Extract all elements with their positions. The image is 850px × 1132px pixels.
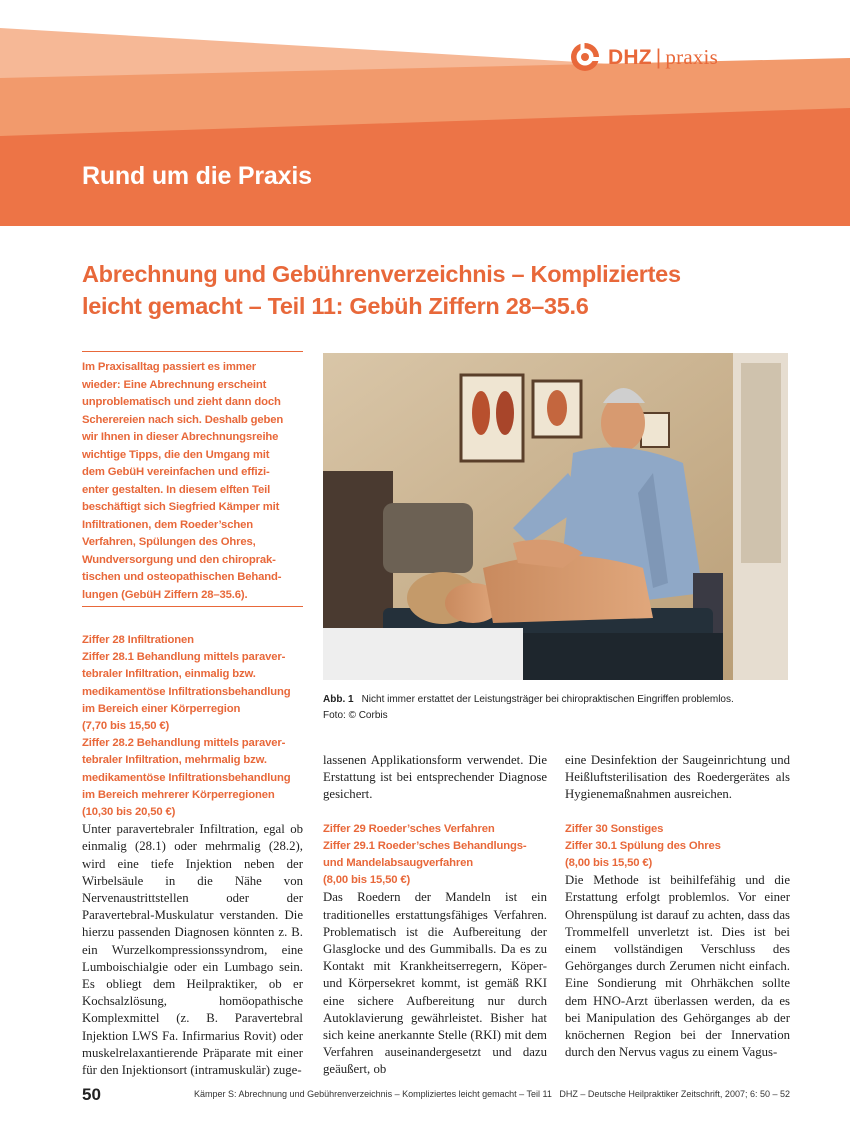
subheading: Ziffer 30 Sonstiges — [565, 822, 664, 835]
footer-article-citation: Kämper S: Abrechnung und Gebührenverzeichnis – Kompliziertes leicht gemacht – Teil 11 — [194, 1089, 552, 1099]
page-number: 50 — [82, 1085, 101, 1104]
figure-credit: Foto: © Corbis — [323, 710, 388, 721]
section-title: Rund um die Praxis — [82, 162, 312, 190]
subheading: Ziffer 28 Infiltrationen — [82, 634, 194, 646]
brand-name: DHZ — [608, 45, 652, 69]
header-banner — [0, 0, 850, 226]
lead-line: wichtige Tipps, die den Umgang mit — [82, 448, 270, 461]
photo-illustration — [323, 353, 788, 680]
subheading: Ziffer 30.1 Spülung des Ohres — [565, 839, 721, 852]
figure-label: Abb. 1 — [323, 694, 354, 705]
subheading: (8,00 bis 15,50 €) — [565, 857, 653, 870]
lead-rule-top — [82, 351, 303, 352]
article-title — [82, 258, 782, 322]
lead-line: wieder: Eine Abrechnung erscheint — [82, 378, 267, 391]
subheading: medikamentöse Infiltrationsbehandlung — [82, 771, 291, 784]
subheading: Ziffer 29 Roeder’sches Verfahren — [323, 822, 495, 835]
subheading: Ziffer 29.1 Roeder’sches Behandlungs- — [323, 839, 527, 852]
subheading: (8,00 bis 15,50 €) — [323, 874, 411, 887]
lead-line: Scherereien nach sich. Deshalb geben — [82, 413, 284, 426]
lead-line: beschäftigt sich Siegfried Kämper mit — [82, 501, 280, 513]
body-paragraph: lassenen Applikationsform verwendet. Die Erstattung ist bei entsprechender Diagnose gesichert. — [323, 753, 547, 802]
subheading: tebraler Infiltration, einmalig bzw. — [82, 668, 256, 681]
subheading: und Mandelabsaugverfahren — [323, 857, 474, 870]
lead-paragraph — [82, 359, 304, 604]
lead-line: wir Ihnen in dieser Abrechnungsreihe — [82, 431, 279, 443]
figure-caption-text: Nicht immer erstattet der Leistungsträger bei chiropraktischen Eingriffen problemlos. — [361, 694, 734, 705]
brand-separator: | — [655, 45, 662, 69]
lead-line: lungen (GebüH Ziffern 28–35.6). — [82, 588, 248, 601]
subheading: (10,30 bis 20,50 €) — [82, 806, 176, 819]
subheading: im Bereich einer Körperregion — [82, 702, 241, 715]
subheading: im Bereich mehrerer Körperregionen — [82, 788, 275, 801]
subheading: medikamentöse Infiltrationsbehandlung — [82, 685, 291, 698]
column-3 — [565, 752, 790, 1061]
footer-citation — [186, 1089, 790, 1099]
lead-line: Infiltrationen, dem Roeder’schen — [82, 518, 253, 531]
banner-graphic — [0, 0, 850, 226]
lead-rule-bottom — [82, 606, 303, 607]
lead-line: Im Praxisalltag passiert es immer — [82, 361, 257, 373]
column-2 — [323, 752, 547, 1079]
paragraph-gap — [565, 804, 790, 821]
body-paragraph: Das Roedern der Mandeln ist ein traditionelles erstattungsfähiges Verfahren. Problematisch ist die Aufbereitung der Glasglocke und des Gummiballs. Da es zu Kontakt mit Krankheitserregern, Köper- und Körpersekret kommt, ist gemäß RKI eine sichere Aufbereitung nur durch Autoklavierung gewährleistet. Bisher hat sich keine anerkannte Stelle (RKI) mit dem Verfahren auseinandergesetzt und dazu geäußert, ob — [323, 890, 547, 1077]
article-title-line-1: Abrechnung und Gebührenverzeichnis – Kompliziertes — [82, 261, 681, 287]
lead-line: dem GebüH vereinfachen und effizi- — [82, 466, 270, 478]
brand-wordmark — [608, 45, 718, 70]
brand-logo — [568, 40, 718, 74]
lead-line: unproblematisch und zieht dann doch — [82, 396, 281, 408]
subheading: tebraler Infiltration, mehrmalig bzw. — [82, 754, 267, 767]
subheading: Ziffer 28.2 Behandlung mittels paraver- — [82, 737, 286, 750]
chiropractic-photo — [323, 353, 788, 680]
brand-sub: praxis — [665, 44, 718, 69]
lead-line: tischen und osteopathischen Behand- — [82, 571, 282, 583]
lead-line: enter gestalten. In diesem elften Teil — [82, 483, 271, 496]
paragraph-gap — [323, 804, 547, 821]
subheading: Ziffer 28.1 Behandlung mittels paraver- — [82, 651, 286, 664]
body-paragraph: Unter paravertebraler Infiltration, egal ob einmalig (28.1) oder mehrmalig (28.2), wird eine tiefe Injektion neben der Wirbelsäule in die Nähe von Nervenaustrittstellen oder der Paravertebral-Muskulatur verstanden. Die hierzu passenden Diagnosen könnten z. B. ein Wurzelkompressionssyndrom, eine Lumboischialgie oder ein Lumbago sein. Es obliegt dem Heilpraktiker, ob er Kochsalzlösung, homöopathische Komplexmittel (z. B. Paravertebral Injektion LWS Fa. Infirmarius Rovit) oder muskelrelaxantierende Präparate mit einer für den Injektionsort (intramuskulär) zuge- — [82, 822, 303, 1078]
body-paragraph: eine Desinfektion der Saugeinrichtung und Heißluftsterilisation des Roedergerätes als Hygienemaßnahmen ausreichen. — [565, 753, 790, 802]
lead-line: Wundversorgung und den chiroprak- — [82, 553, 276, 566]
dhz-logo-icon — [568, 40, 602, 74]
lead-line: Verfahren, Spülungen des Ohres, — [82, 536, 256, 548]
article-title-line-2: leicht gemacht – Teil 11: Gebüh Ziffern 28–35.6 — [82, 293, 589, 319]
footer-journal: DHZ – Deutsche Heilpraktiker Zeitschrift, 2007; 6: 50 – 52 — [559, 1089, 790, 1099]
subheading: (7,70 bis 15,50 €) — [82, 720, 170, 733]
column-1 — [82, 632, 303, 1079]
body-paragraph: Die Methode ist beihilfefähig und die Erstattung erfolgt problemlos. Vor einer Ohrenspülung ist darauf zu achten, dass das Trommelfell unverletzt ist. Dies ist bei einem vollständigen Verschluss des Gehörganges durch Zerumen nicht einfach. Eine Sondierung mit Ohrhäkchen sollte dem HNO-Arzt überlassen werden, da es bei Manipulation des Gehörganges ab der knöchernen Region bei der Innervation durch den Nervus vagus zu einem Vagus- — [565, 873, 790, 1060]
figure-caption — [323, 692, 793, 724]
